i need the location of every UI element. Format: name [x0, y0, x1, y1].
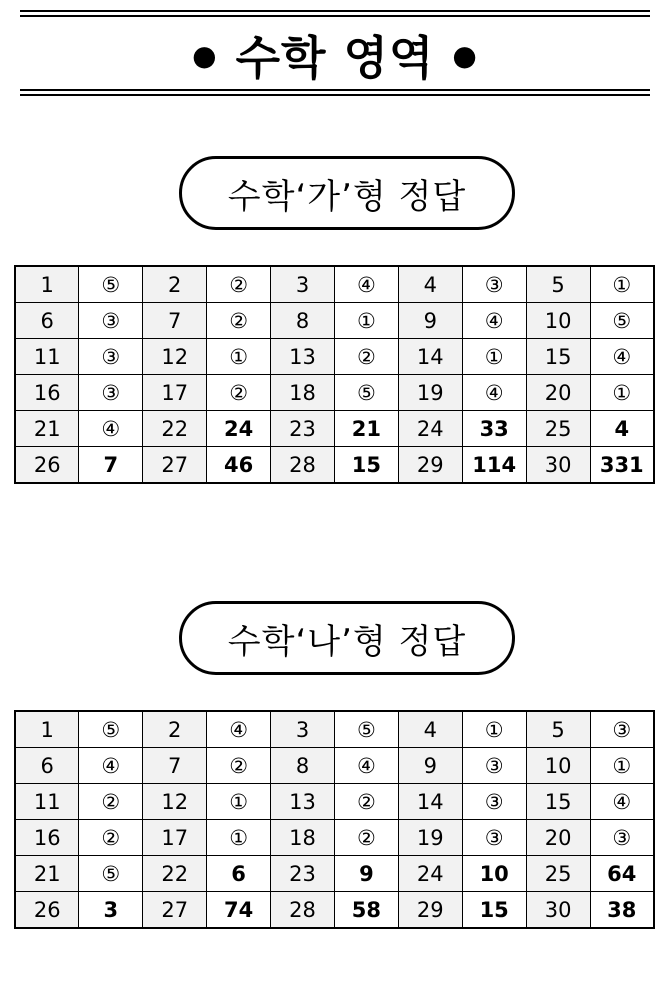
- page-title-text: 수학 영역: [235, 31, 435, 85]
- top-rule-1: [20, 10, 650, 12]
- question-number: 2: [143, 711, 207, 748]
- question-number: 11: [15, 339, 79, 375]
- answer-cell: ③: [79, 339, 143, 375]
- question-number: 21: [15, 856, 79, 892]
- question-number: 6: [15, 303, 79, 339]
- question-number: 9: [398, 748, 462, 784]
- question-number: 19: [398, 375, 462, 411]
- question-number: 2: [143, 266, 207, 303]
- answer-cell: 21: [334, 411, 398, 447]
- question-number: 1: [15, 711, 79, 748]
- table-row: [15, 711, 654, 748]
- section-na-label-text: 수학‘나’형 정답: [227, 621, 467, 662]
- question-number: 27: [143, 447, 207, 484]
- question-number: 7: [143, 748, 207, 784]
- question-number: 13: [271, 784, 335, 820]
- section-ga-label-text: 수학‘가’형 정답: [227, 176, 467, 217]
- question-number: 26: [15, 447, 79, 484]
- answer-cell: 46: [207, 447, 271, 484]
- question-number: 25: [526, 411, 590, 447]
- answer-cell: ⑤: [334, 375, 398, 411]
- question-number: 18: [271, 375, 335, 411]
- question-number: 3: [271, 266, 335, 303]
- question-number: 11: [15, 784, 79, 820]
- table-row: [15, 303, 654, 339]
- question-number: 14: [398, 339, 462, 375]
- question-number: 24: [398, 856, 462, 892]
- table-row: [15, 784, 654, 820]
- question-number: 27: [143, 892, 207, 929]
- answer-cell: 9: [334, 856, 398, 892]
- answer-table-na: [14, 710, 655, 929]
- answer-cell: 10: [462, 856, 526, 892]
- answer-cell: ④: [207, 711, 271, 748]
- answer-cell: 15: [334, 447, 398, 484]
- question-number: 8: [271, 303, 335, 339]
- bullet-left: ●: [192, 38, 218, 72]
- title-rule-1: [20, 89, 650, 91]
- answer-cell: ③: [462, 820, 526, 856]
- question-number: 28: [271, 892, 335, 929]
- question-number: 23: [271, 856, 335, 892]
- question-number: 30: [526, 892, 590, 929]
- answer-cell: ①: [590, 266, 654, 303]
- question-number: 5: [526, 711, 590, 748]
- table-row: [15, 892, 654, 929]
- question-number: 16: [15, 375, 79, 411]
- answer-cell: ③: [79, 375, 143, 411]
- answer-cell: 38: [590, 892, 654, 929]
- answer-cell: ③: [590, 820, 654, 856]
- question-number: 9: [398, 303, 462, 339]
- answer-cell: 24: [207, 411, 271, 447]
- table-row: [15, 375, 654, 411]
- answer-table-ga: [14, 265, 655, 484]
- table-row: [15, 339, 654, 375]
- table-row: [15, 856, 654, 892]
- answer-cell: ④: [334, 748, 398, 784]
- title-rule-2: [20, 94, 650, 96]
- section-ga-label: [179, 156, 515, 230]
- answer-cell: ④: [590, 339, 654, 375]
- answer-cell: 74: [207, 892, 271, 929]
- question-number: 15: [526, 784, 590, 820]
- answer-cell: ③: [590, 711, 654, 748]
- table-row: [15, 266, 654, 303]
- answer-cell: ⑤: [334, 711, 398, 748]
- question-number: 25: [526, 856, 590, 892]
- answer-cell: ③: [79, 303, 143, 339]
- question-number: 16: [15, 820, 79, 856]
- question-number: 22: [143, 856, 207, 892]
- question-number: 1: [15, 266, 79, 303]
- question-number: 12: [143, 784, 207, 820]
- answer-cell: ⑤: [79, 711, 143, 748]
- answer-cell: ①: [207, 820, 271, 856]
- answer-cell: ①: [207, 339, 271, 375]
- question-number: 29: [398, 447, 462, 484]
- answer-cell: ②: [79, 784, 143, 820]
- answer-cell: ③: [462, 748, 526, 784]
- question-number: 4: [398, 711, 462, 748]
- answer-cell: ②: [334, 784, 398, 820]
- question-number: 6: [15, 748, 79, 784]
- answer-cell: ②: [207, 303, 271, 339]
- answer-cell: ⑤: [79, 856, 143, 892]
- answer-cell: 15: [462, 892, 526, 929]
- answer-cell: 4: [590, 411, 654, 447]
- question-number: 20: [526, 820, 590, 856]
- question-number: 13: [271, 339, 335, 375]
- question-number: 24: [398, 411, 462, 447]
- answer-cell: ②: [207, 375, 271, 411]
- answer-cell: ③: [462, 784, 526, 820]
- question-number: 15: [526, 339, 590, 375]
- question-number: 29: [398, 892, 462, 929]
- answer-cell: ②: [207, 748, 271, 784]
- answer-cell: ②: [334, 820, 398, 856]
- table-row: [15, 748, 654, 784]
- answer-cell: ②: [334, 339, 398, 375]
- answer-cell: ③: [462, 266, 526, 303]
- answer-cell: ①: [334, 303, 398, 339]
- question-number: 4: [398, 266, 462, 303]
- top-rule-2: [20, 15, 650, 17]
- question-number: 26: [15, 892, 79, 929]
- question-number: 10: [526, 303, 590, 339]
- answer-cell: ①: [590, 375, 654, 411]
- answer-cell: 3: [79, 892, 143, 929]
- question-number: 14: [398, 784, 462, 820]
- question-number: 5: [526, 266, 590, 303]
- answer-cell: ②: [207, 266, 271, 303]
- answer-cell: ④: [334, 266, 398, 303]
- question-number: 19: [398, 820, 462, 856]
- question-number: 8: [271, 748, 335, 784]
- page-title: [0, 20, 670, 90]
- question-number: 7: [143, 303, 207, 339]
- answer-cell: 7: [79, 447, 143, 484]
- answer-cell: ⑤: [79, 266, 143, 303]
- answer-cell: ①: [590, 748, 654, 784]
- question-number: 21: [15, 411, 79, 447]
- question-number: 17: [143, 820, 207, 856]
- answer-cell: 33: [462, 411, 526, 447]
- question-number: 23: [271, 411, 335, 447]
- answer-cell: 114: [462, 447, 526, 484]
- answer-cell: ②: [79, 820, 143, 856]
- answer-cell: ①: [207, 784, 271, 820]
- question-number: 17: [143, 375, 207, 411]
- table-row: [15, 820, 654, 856]
- answer-cell: ④: [590, 784, 654, 820]
- table-row: [15, 447, 654, 484]
- answer-cell: ④: [462, 375, 526, 411]
- question-number: 30: [526, 447, 590, 484]
- answer-cell: ④: [79, 748, 143, 784]
- bullet-right: ●: [452, 38, 478, 72]
- answer-cell: 6: [207, 856, 271, 892]
- answer-cell: ④: [79, 411, 143, 447]
- answer-cell: ①: [462, 339, 526, 375]
- answer-cell: 331: [590, 447, 654, 484]
- answer-cell: 58: [334, 892, 398, 929]
- table-row: [15, 411, 654, 447]
- question-number: 18: [271, 820, 335, 856]
- question-number: 10: [526, 748, 590, 784]
- question-number: 20: [526, 375, 590, 411]
- answer-cell: ①: [462, 711, 526, 748]
- question-number: 12: [143, 339, 207, 375]
- section-na-label: [179, 601, 515, 675]
- answer-cell: ⑤: [590, 303, 654, 339]
- answer-cell: 64: [590, 856, 654, 892]
- question-number: 28: [271, 447, 335, 484]
- question-number: 3: [271, 711, 335, 748]
- question-number: 22: [143, 411, 207, 447]
- answer-cell: ④: [462, 303, 526, 339]
